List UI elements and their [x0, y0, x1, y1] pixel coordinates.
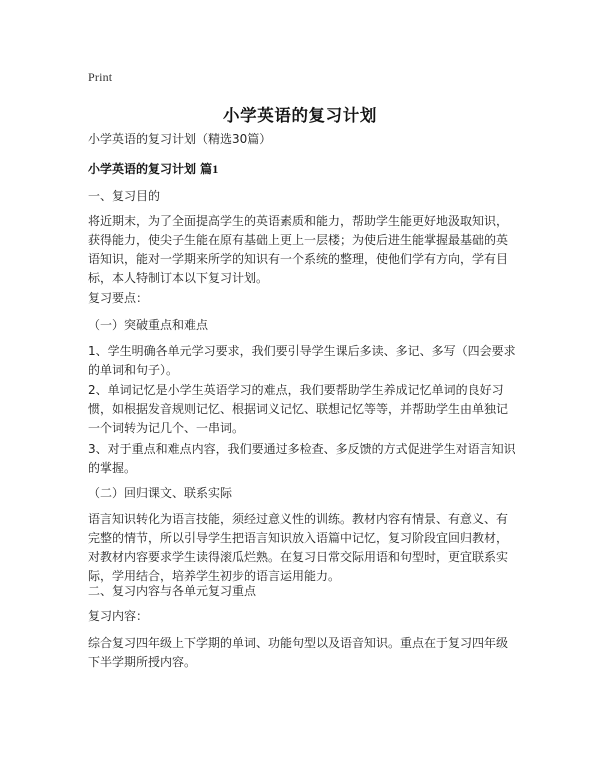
heading-review-purpose: 一、复习目的 — [88, 189, 161, 203]
paragraph-language-skills: 语言知识转化为语言技能，须经过意义性的训练。教材内容有情景、有意义、有完整的情节，所以引导学生把语言知识放入语篇中记忆，复习阶段宜回归教材，对教材内容要求学生读得滚瓜烂熟。在复习日常交际用语和句型时，更宜联系实际，学用结合，培养学生初步的语言运用能力。 — [88, 512, 509, 583]
heading-review-content: 二、复习内容与各单元复习重点 — [88, 584, 257, 598]
paragraph-content: 综合复习四年级上下学期的单词、功能句型以及语音知识。重点在于复习四年级下半学期所授内容。 — [88, 636, 509, 669]
key-points-label: 复习要点： — [88, 291, 149, 305]
list-item-1: 1、学生明确各单元学习要求，我们要引导学生课后多读、多记、多写（四会要求的单词和句子）。 — [88, 344, 516, 377]
paragraph-purpose: 将近期末，为了全面提高学生的英语素质和能力，帮助学生能更好地汲取知识，获得能力，使尖子生能在原有基础上更上一层楼；为使后进生能掌握最基础的英语知识，能对一学期来所学的知识有一个系统的整理，使他们学有方向，学有目标，本人特制订本以下复习计划。 — [88, 214, 509, 285]
intro-line: 小学英语的复习计划（精选30篇） — [88, 132, 272, 146]
list-item-3: 3、对于重点和难点内容，我们要通过多检查、多反馈的方式促进学生对语言知识的掌握。 — [88, 442, 516, 475]
section-title-text: 小学英语的复习计划 篇 — [88, 162, 213, 176]
list-item-2: 2、单词记忆是小学生英语学习的难点，我们要帮助学生养成记忆单词的良好习惯，如根据发音规则记忆、根据词义记忆、联想记忆等等，并帮助学生由单独记一个词转为记几个、一串词。 — [88, 383, 509, 435]
print-link[interactable]: Print — [88, 70, 113, 84]
section-number: 1 — [212, 162, 219, 176]
page-title: 小学英语的复习计划 — [223, 106, 377, 125]
subheading-key-difficulties: （一）突破重点和难点 — [88, 318, 209, 332]
subheading-return-to-text: （二）回归课文、联系实际 — [88, 486, 233, 500]
content-label: 复习内容： — [88, 609, 149, 623]
section-title — [88, 160, 516, 179]
